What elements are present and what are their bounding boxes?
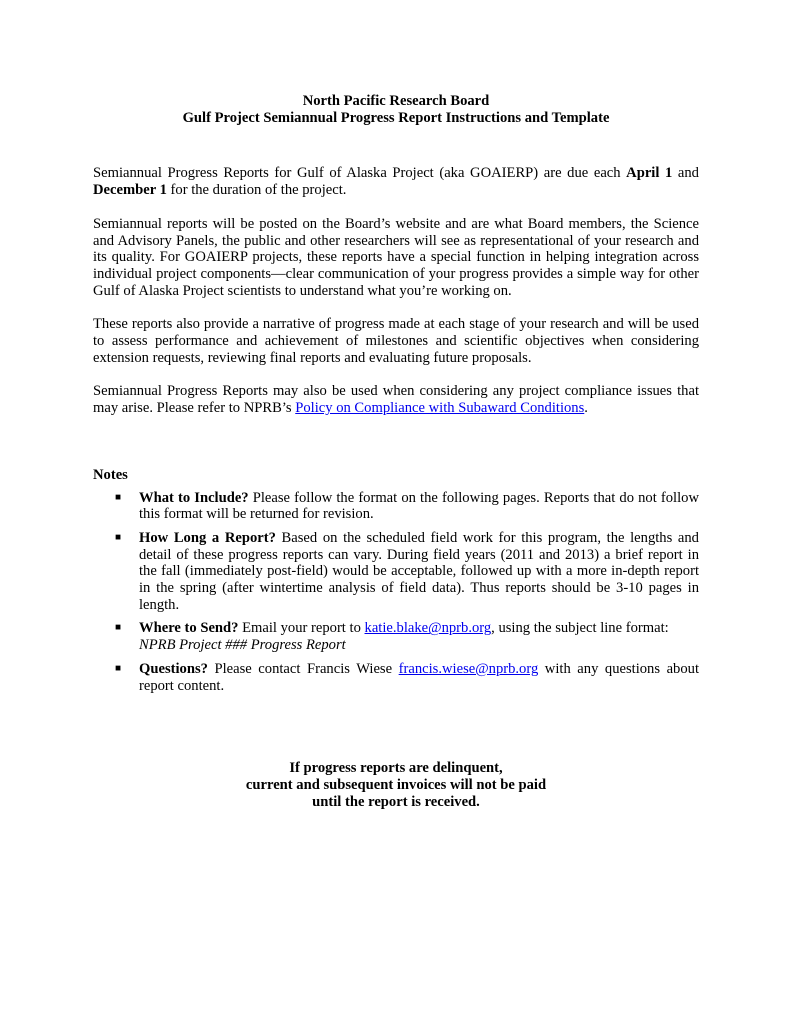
- note-label: What to Include?: [139, 489, 249, 506]
- note-text: Please follow the format on the following pages. Reports that do not follow this format will be returned for revision.: [139, 489, 700, 523]
- intro-p1-text-b: and: [672, 165, 699, 182]
- due-date-december: December 1: [93, 182, 167, 199]
- warning-line-1: If progress reports are delinquent,: [289, 760, 503, 777]
- document-header: [93, 93, 699, 126]
- note-text: Based on the scheduled field work for this program, the lengths and detail of these progress reports can vary. During field years (2011 and 2013) a brief report in the fall (immediately post-field) would be acceptable, followed up with a more in-depth report in the spring (after wintertime analysis of field data). Thus reports should be 3-10 pages in length.: [139, 529, 699, 613]
- note-where-to-send: [93, 620, 699, 653]
- notes-list: [93, 490, 699, 695]
- note-text-b: , using the subject line format:: [491, 620, 669, 637]
- note-text-a: Please contact Francis Wiese: [207, 660, 399, 677]
- note-what-to-include: [93, 490, 699, 523]
- intro-paragraph-3: These reports also provide a narrative of progress made at each stage of your research and will be used to assess performance and achievement of milestones and scientific objectives when considering extension requests, reviewing final reports and evaluating future proposals.: [93, 316, 699, 366]
- due-date-april: April 1: [626, 165, 673, 182]
- intro-p4-text-b: .: [584, 400, 588, 417]
- intro-paragraph-4: [93, 383, 699, 416]
- note-how-long: [93, 530, 699, 614]
- note-label: Where to Send?: [139, 620, 239, 637]
- intro-paragraph-2: Semiannual reports will be posted on the Board’s website and are what Board members, the Science and Advisory Panels, the public and other researchers will see as representational of your research and its quality. For GOAIERP projects, these reports have a special function in helping integration across individual project components—clear communication of your progress provides a simple way for other Gulf of Alaska Project scientists to understand what you’re working on.: [93, 215, 699, 299]
- note-label: How Long a Report?: [139, 529, 276, 546]
- intro-paragraph-1: [93, 165, 699, 198]
- note-text-b: with any questions about report content.: [139, 660, 699, 694]
- subject-line-format: NPRB Project ### Progress Report: [139, 637, 346, 654]
- note-label: Questions?: [139, 660, 208, 677]
- note-questions: [93, 661, 699, 694]
- delinquency-warning: [93, 760, 699, 810]
- document-title: Gulf Project Semiannual Progress Report Instructions and Template: [182, 109, 610, 126]
- warning-line-2: current and subsequent invoices will not be paid: [245, 776, 547, 793]
- square-bullet-icon: ■: [115, 491, 122, 503]
- compliance-policy-link[interactable]: Policy on Compliance with Subaward Conditions: [295, 400, 585, 417]
- katie-blake-email-link[interactable]: katie.blake@nprb.org: [364, 620, 492, 637]
- square-bullet-icon: ■: [115, 531, 122, 543]
- org-name: North Pacific Research Board: [302, 93, 490, 109]
- note-text-a: Email your report to: [238, 620, 365, 637]
- square-bullet-icon: ■: [115, 622, 122, 634]
- intro-p4-text-a: Semiannual Progress Reports may also be used when considering any project compliance issues that may arise. Please refer to NPRB’s: [93, 383, 699, 417]
- square-bullet-icon: ■: [115, 662, 122, 674]
- francis-wiese-email-link[interactable]: francis.wiese@nprb.org: [398, 660, 539, 677]
- document-page: [93, 93, 699, 825]
- intro-p1-text-a: Semiannual Progress Reports for Gulf of Alaska Project (aka GOAIERP) are due each: [93, 165, 627, 182]
- notes-heading: Notes: [93, 466, 128, 483]
- warning-line-3: until the report is received.: [312, 793, 480, 810]
- intro-p1-text-c: for the duration of the project.: [166, 182, 347, 199]
